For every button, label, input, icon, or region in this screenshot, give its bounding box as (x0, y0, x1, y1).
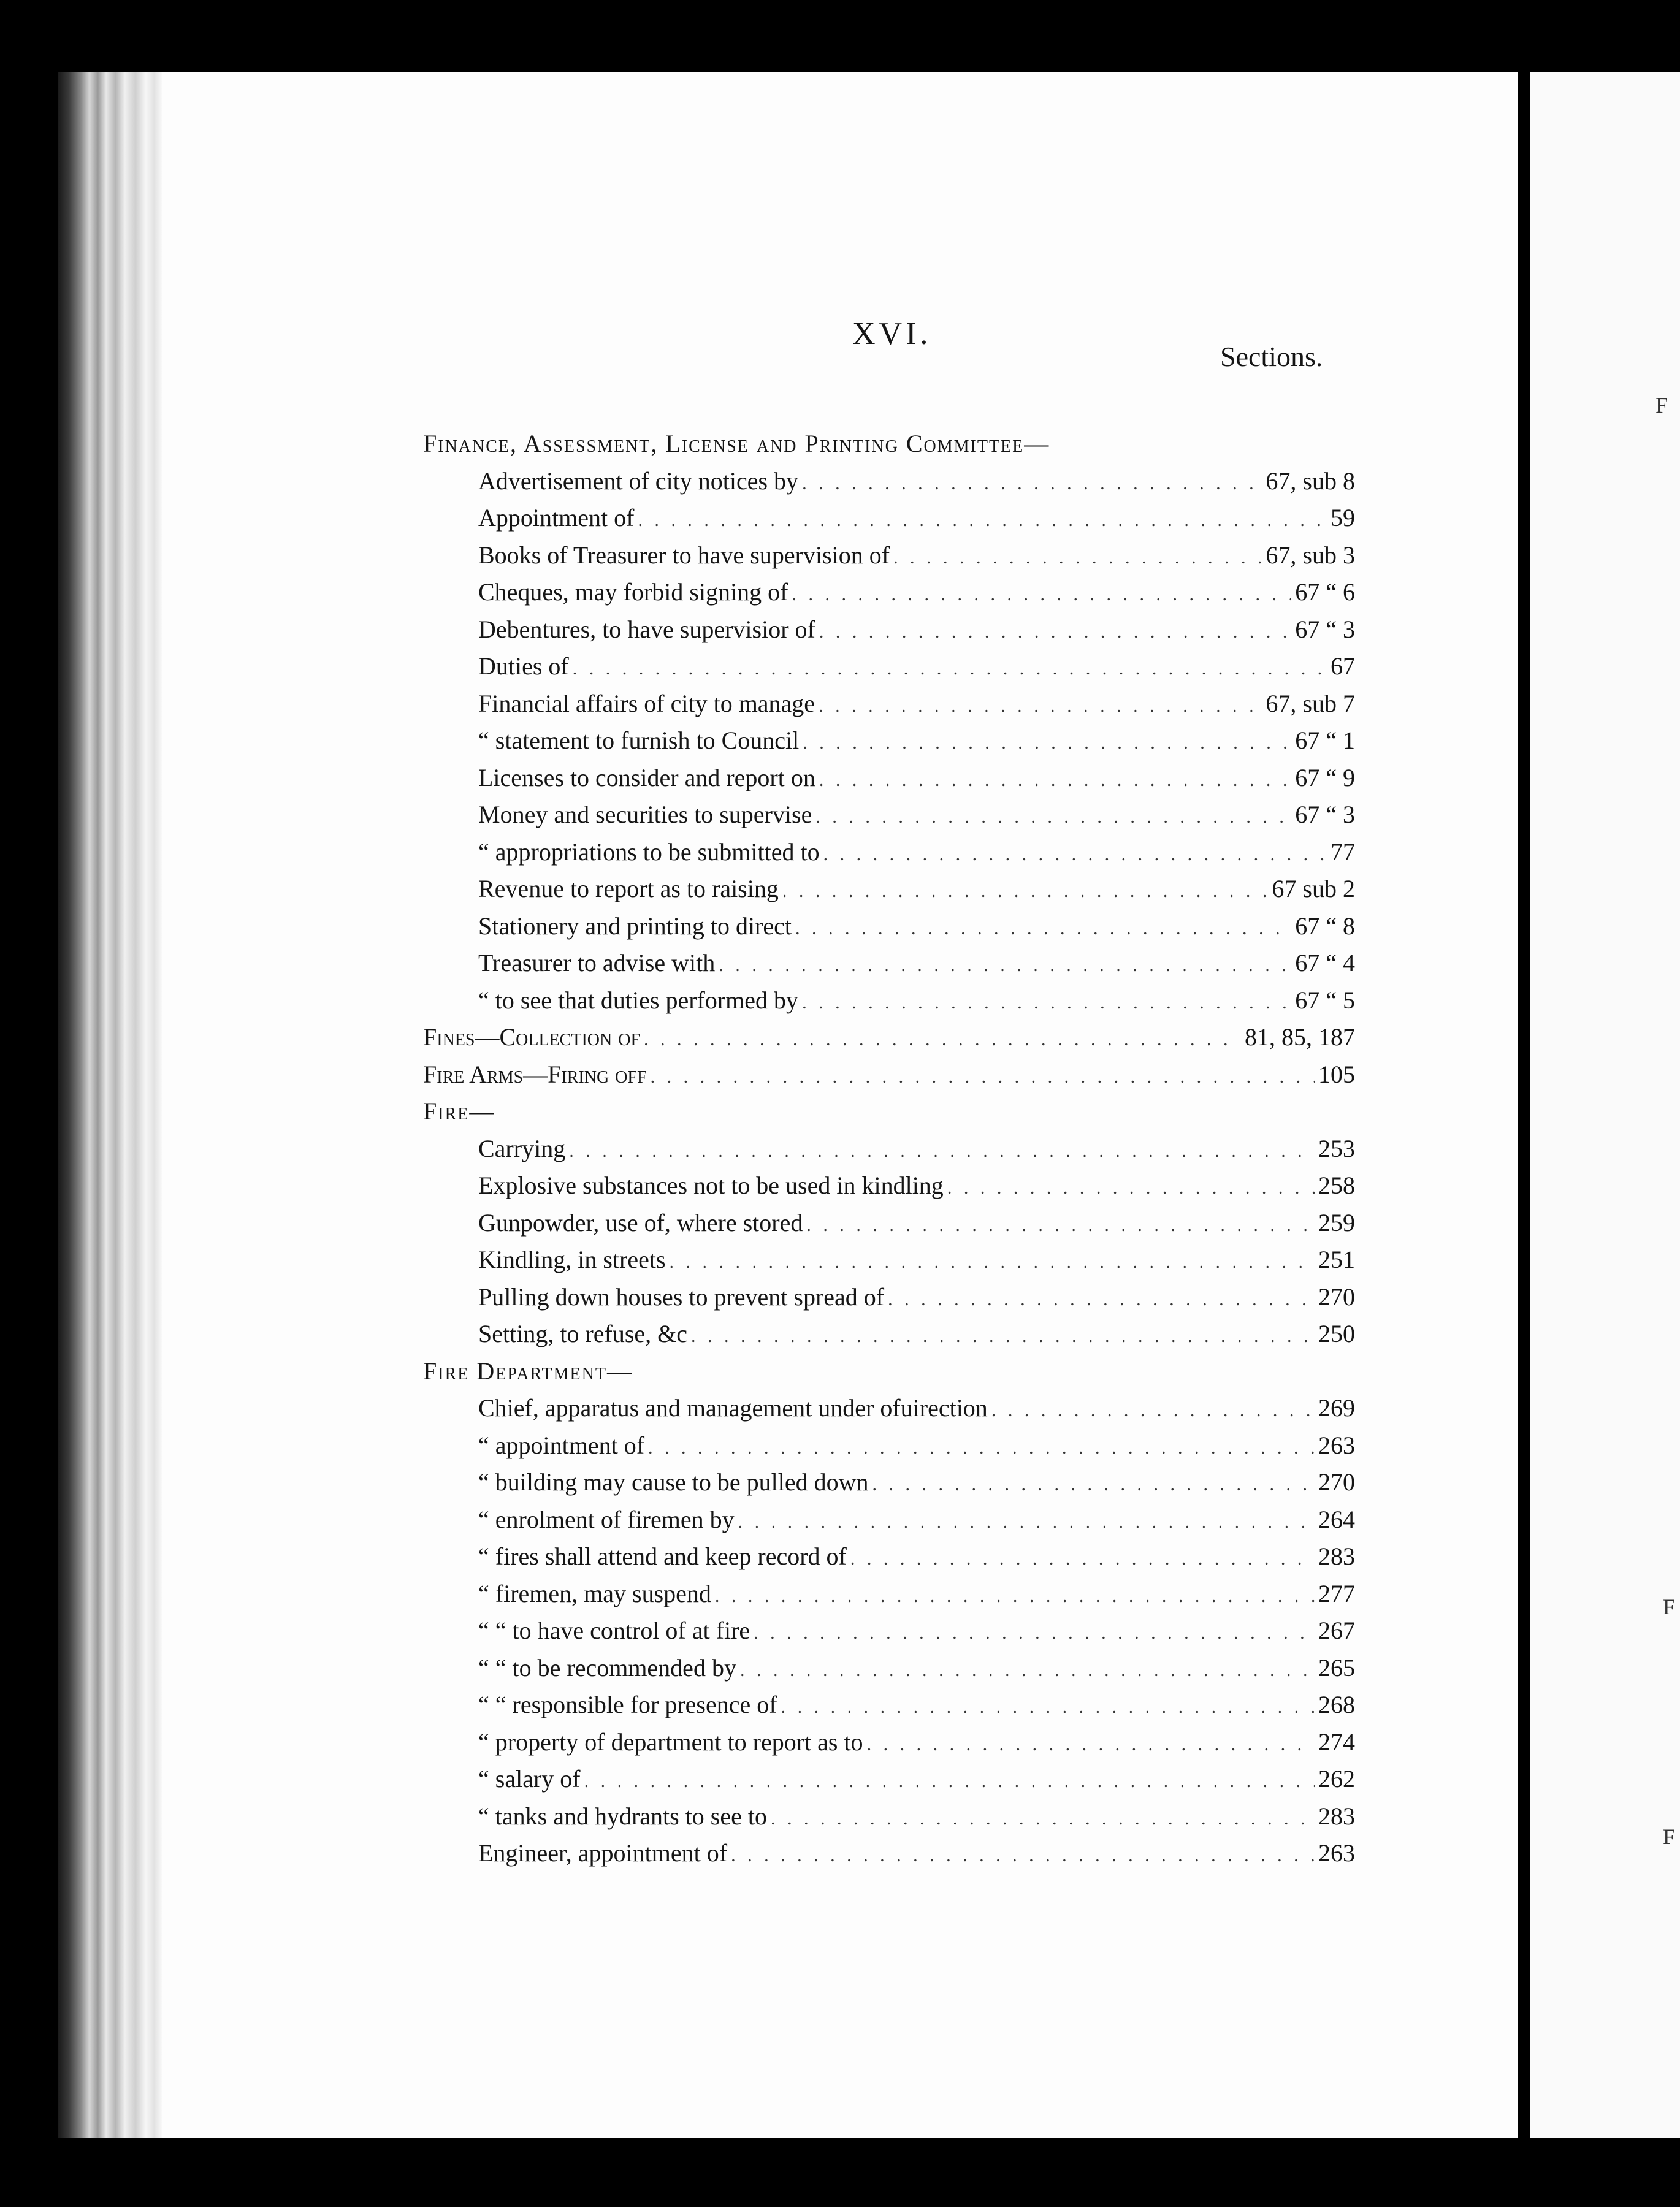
entry-label: “ enrolment of firemen by (478, 1505, 735, 1533)
section-reference: 67 “ 9 (1295, 763, 1355, 791)
entry-label: “ “ responsible for presence of (478, 1691, 777, 1718)
entry-label: Debentures, to have supervisior of (478, 615, 815, 643)
leader-dots (715, 1586, 1315, 1607)
entry-label: “ “ to be recommended by (478, 1653, 736, 1682)
index-entry (478, 652, 1355, 685)
section-reference: 67 “ 1 (1295, 726, 1355, 754)
sections-column-heading: Sections. (1220, 341, 1323, 372)
section-reference: 67 “ 3 (1295, 801, 1355, 828)
section-reference: 283 (1318, 1542, 1355, 1570)
index-entry (478, 1208, 1355, 1241)
entry-label: Duties of (478, 652, 569, 680)
index-heading: Fire Department— (423, 1357, 633, 1385)
section-reference: 264 (1318, 1505, 1355, 1533)
entry-label: “ to see that duties performed by (478, 986, 799, 1014)
index-entry (478, 1690, 1355, 1723)
leader-dots (648, 1438, 1315, 1458)
section-reference: 277 (1318, 1579, 1355, 1607)
section-reference: 262 (1318, 1765, 1355, 1793)
index-entry (478, 1283, 1355, 1316)
index-entry (478, 1505, 1355, 1538)
leader-dots (782, 881, 1269, 902)
entry-label: Setting, to refuse, &c (478, 1320, 688, 1347)
leader-dots (888, 1289, 1315, 1310)
leader-dots (795, 918, 1291, 939)
section-reference: 274 (1318, 1728, 1355, 1756)
leader-dots (819, 770, 1291, 791)
entry-label: Financial affairs of city to manage (478, 689, 815, 717)
entry-label: “ statement to furnish to Council (478, 726, 800, 754)
entry-label: “ property of department to report as to (478, 1728, 863, 1756)
leader-dots (803, 733, 1291, 753)
index-entry (478, 874, 1355, 907)
section-reference: 67 “ 4 (1295, 949, 1355, 977)
leader-dots (806, 1215, 1315, 1236)
entry-label: Pulling down houses to prevent spread of (478, 1283, 885, 1311)
index-entry (423, 1023, 1355, 1056)
leader-dots (740, 1660, 1315, 1681)
leader-dots (991, 1400, 1315, 1421)
index-entry (478, 503, 1355, 536)
index-entry (478, 1393, 1355, 1427)
leader-dots (651, 1067, 1315, 1088)
page-number: XVI. (852, 316, 932, 351)
section-reference: 67 sub 2 (1272, 875, 1355, 902)
index-entry (478, 1468, 1355, 1501)
section-reference: 67 “ 6 (1295, 578, 1355, 606)
section-reference: 268 (1318, 1691, 1355, 1718)
section-reference: 251 (1318, 1246, 1355, 1273)
leader-dots (819, 696, 1262, 717)
index-heading: Finance, Assessment, License and Printing Committee— (423, 430, 1050, 457)
section-reference: 259 (1318, 1208, 1355, 1237)
index-entry (478, 1616, 1355, 1649)
index-entry (478, 577, 1355, 611)
index-entry (478, 1542, 1355, 1575)
index-entry (478, 1171, 1355, 1204)
leader-dots (771, 1809, 1315, 1829)
entry-label: Revenue to report as to raising (478, 875, 779, 902)
leader-dots (802, 473, 1262, 494)
entry-label: “ tanks and hydrants to see to (478, 1802, 767, 1830)
leader-dots (802, 993, 1291, 1013)
entry-label: Cheques, may forbid signing of (478, 578, 788, 606)
leader-dots (738, 1512, 1315, 1533)
section-reference: 270 (1318, 1283, 1355, 1311)
index-heading: Fire— (423, 1097, 495, 1125)
facing-page-letter: F (1663, 1824, 1676, 1849)
index-entry (478, 1579, 1355, 1612)
leader-dots (691, 1326, 1315, 1347)
section-reference: 67 (1331, 652, 1355, 680)
index-entry (478, 1431, 1355, 1464)
facing-page-letter: F (1655, 393, 1668, 417)
index-entry (478, 763, 1355, 796)
leader-dots (584, 1771, 1315, 1792)
section-reference: 67, sub 7 (1266, 689, 1355, 717)
leader-dots (850, 1549, 1315, 1569)
section-reference: 67, sub 8 (1266, 467, 1355, 495)
leader-dots (569, 1141, 1315, 1162)
entry-label: Carrying (478, 1134, 566, 1162)
section-reference: 67, sub 3 (1266, 541, 1355, 569)
section-reference: 263 (1318, 1839, 1355, 1867)
index-entry (423, 1060, 1355, 1093)
section-reference: 283 (1318, 1802, 1355, 1830)
index-heading: Fines—Collection of (423, 1023, 641, 1051)
index-entry (478, 948, 1355, 982)
entry-label: Books of Treasurer to have supervision of (478, 541, 890, 569)
leader-dots (670, 1252, 1315, 1273)
index-entry (478, 1134, 1355, 1167)
index-entry (478, 800, 1355, 833)
index-entry (478, 541, 1355, 574)
leader-dots (823, 844, 1327, 865)
leader-dots (819, 622, 1291, 642)
entry-label: Appointment of (478, 504, 635, 532)
index-entry (478, 1839, 1355, 1872)
section-reference: 253 (1318, 1134, 1355, 1162)
section-reference: 265 (1318, 1653, 1355, 1682)
index-entry (478, 467, 1355, 500)
section-reference: 105 (1318, 1060, 1355, 1088)
entry-label: “ salary of (478, 1765, 581, 1793)
entry-label: Licenses to consider and report on (478, 763, 815, 791)
entry-label: Gunpowder, use of, where stored (478, 1208, 803, 1237)
index-entry (478, 615, 1355, 648)
leader-dots (792, 584, 1292, 605)
entry-label: Money and securities to supervise (478, 801, 812, 828)
entry-label: “ fires shall attend and keep record of (478, 1542, 847, 1570)
entry-label: Chief, apparatus and management under ofuirection (478, 1394, 988, 1422)
entry-label: Explosive substances not to be used in kindling (478, 1172, 944, 1199)
index-heading: Fire Arms—Firing off (423, 1060, 647, 1088)
section-reference: 267 (1318, 1617, 1355, 1644)
index-entry (478, 689, 1355, 722)
entry-label: “ appropriations to be submitted to (478, 837, 820, 866)
section-reference: 77 (1331, 837, 1355, 866)
index-entry (478, 837, 1355, 871)
entry-label: Stationery and printing to direct (478, 912, 792, 940)
leader-dots (644, 1029, 1241, 1050)
leader-dots (638, 510, 1327, 531)
leader-dots (754, 1623, 1315, 1644)
leader-dots (731, 1845, 1315, 1866)
entry-label: Engineer, appointment of (478, 1839, 728, 1867)
leader-dots (872, 1474, 1315, 1495)
section-reference: 250 (1318, 1320, 1355, 1347)
section-reference: 81, 85, 187 (1245, 1023, 1355, 1051)
entry-label: “ “ to have control of at fire (478, 1617, 750, 1644)
section-reference: 59 (1331, 504, 1355, 532)
index-entry (478, 1728, 1355, 1761)
index-entry (478, 726, 1355, 759)
index-entry (478, 986, 1355, 1019)
entry-label: “ firemen, may suspend (478, 1579, 711, 1607)
section-reference: 258 (1318, 1172, 1355, 1199)
index-entry (478, 1802, 1355, 1835)
entry-label: Treasurer to advise with (478, 949, 716, 977)
index-entry (478, 912, 1355, 945)
leader-dots (781, 1697, 1315, 1718)
section-reference: 67 “ 8 (1295, 912, 1355, 940)
index-entry (478, 1653, 1355, 1687)
index-entry (478, 1319, 1355, 1352)
section-reference: 263 (1318, 1431, 1355, 1459)
entry-label: “ appointment of (478, 1431, 645, 1459)
leader-dots (719, 955, 1291, 976)
section-reference: 67 “ 3 (1295, 615, 1355, 643)
facing-page-letter: F (1663, 1595, 1676, 1619)
leader-dots (867, 1734, 1315, 1755)
section-reference: 67 “ 5 (1295, 986, 1355, 1014)
entry-label: “ building may cause to be pulled down (478, 1468, 869, 1496)
section-reference: 269 (1318, 1394, 1355, 1422)
leader-dots (947, 1178, 1315, 1199)
entry-label: Advertisement of city notices by (478, 467, 799, 495)
entry-label: Kindling, in streets (478, 1246, 666, 1273)
leader-dots (893, 547, 1262, 568)
leader-dots (573, 658, 1327, 679)
index-entry (478, 1245, 1355, 1278)
index-entry (478, 1764, 1355, 1797)
section-reference: 270 (1318, 1468, 1355, 1496)
leader-dots (815, 807, 1291, 828)
